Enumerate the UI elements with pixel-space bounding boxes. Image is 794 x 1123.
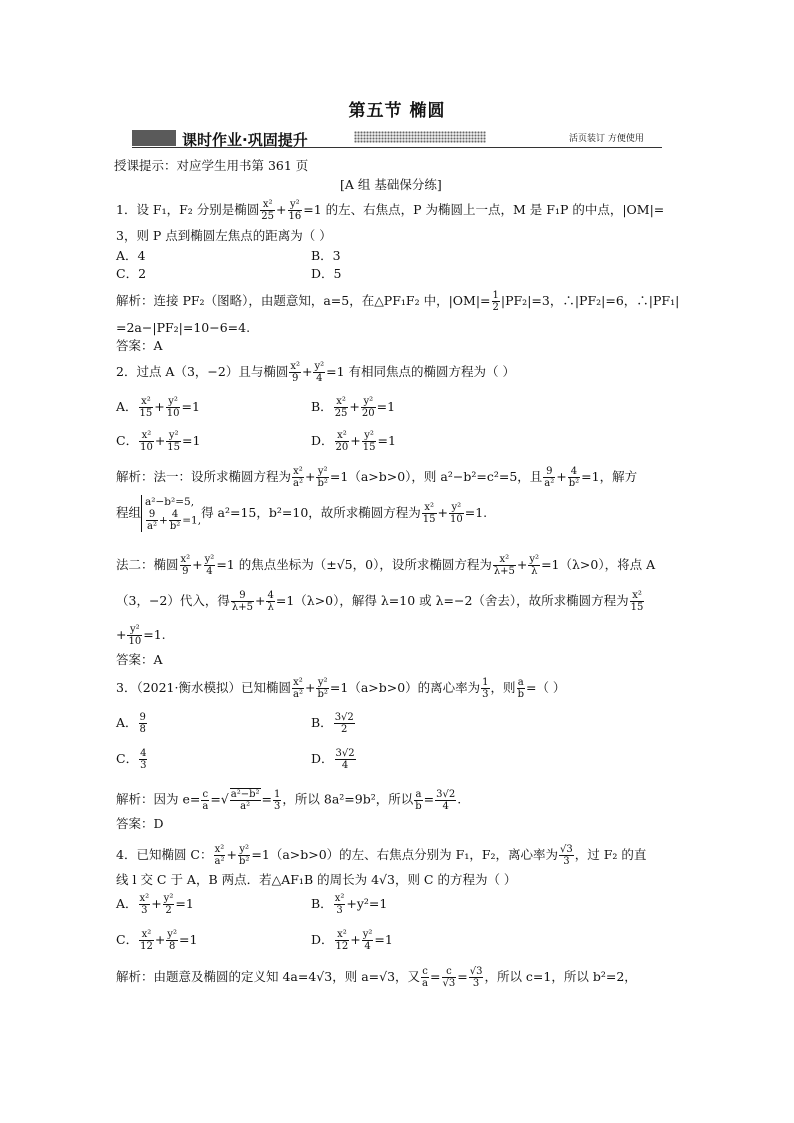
q1-option-b: B．3 (311, 248, 341, 263)
q2-solution1-line2: 程组 a²−b²=5, $\frac{9}{\text{a²}}$ + $\frac{4}{\text{b²}}$ =1, 得 a²=15，b²=10，故所求椭圆方程为 $\frac{\text{x²}}{15}$ + $\frac{\text{y²}}{10}$ =1. (116, 496, 488, 532)
q4-option-a: A． $\frac{\text{x²}}{3}$ + $\frac{\text{y²}}{2}$ =1 (116, 893, 194, 916)
q2-solution1: 解析：法一：设所求椭圆方程为 $\frac{\text{x²}}{\text{a²}}$ + $\frac{\text{y²}}{\text{b²}}$ =1（a>b>0），则 a²−b²=c²=5，且 $\frac{9}{\text{a²}}$ + $\frac{4}{\text{b²}}$ =1，解方 (116, 466, 638, 489)
header-bar-note: 活页装订 方便使用 (569, 134, 644, 144)
header-dot-pattern (354, 131, 486, 143)
q2-option-d: D． $\frac{\text{x²}}{20}$ + $\frac{\text{y²}}{15}$ =1 (311, 430, 396, 453)
q1-solution-line2: =2a−|PF₂|=10−6=4. (116, 320, 251, 335)
header-bar-block (132, 130, 176, 146)
q3-option-d: D． $\frac{3√2}{4}$ (311, 748, 355, 771)
q1-stem-line2: 3，则 P 点到椭圆左焦点的距离为（ ） (116, 228, 332, 243)
q1-stem: 1．设 F₁，F₂ 分别是椭圆 $\frac{\text{x²}}{25}$ + $\frac{\text{y²}}{16}$ =1 的左、右焦点，P 为椭圆上一点，M 是 F₁P 的中点，|OM|= (116, 199, 665, 222)
lesson-hint: 授课提示：对应学生用书第 361 页 (114, 158, 309, 173)
group-title: [A 组 基础保分练] (340, 177, 442, 192)
q1-answer: 答案：A (116, 338, 163, 353)
q3-solution: 解析：因为 e= $\frac{c}{a}$ =√ $\frac{\text{a²−b²}}{\text{a²}}$ = $\frac{1}{3}$ ，所以 8a²=9b²，所以 $\frac{a}{b}$ = $\frac{3√2}{4}$ . (116, 788, 462, 812)
q2-stem: 2．过点 A（3，−2）且与椭圆 $\frac{\text{x²}}{9}$ + $\frac{\text{y²}}{4}$ =1 有相同焦点的椭圆方程为（ ） (116, 361, 516, 384)
q3-option-c: C． $\frac{4}{3}$ (116, 748, 147, 771)
q1-solution: 解析：连接 PF₂（图略），由题意知，a=5，在△PF₁F₂ 中，|OM|= $\frac{1}{2}$ |PF₂|=3，∴|PF₂|=6，∴|PF₁| (116, 290, 680, 313)
q4-solution: 解析：由题意及椭圆的定义知 4a=4√3，则 a=√3，又 $\frac{c}{a}$ = $\frac{c}{√3}$ = $\frac{√3}{3}$ ，所以 c=1，所以 b²=2， (116, 966, 637, 989)
q2-option-b: B． $\frac{\text{x²}}{25}$ + $\frac{\text{y²}}{20}$ =1 (311, 396, 396, 419)
q4-stem: 4．已知椭圆 C： $\frac{\text{x²}}{\text{a²}}$ + $\frac{\text{y²}}{\text{b²}}$ =1（a>b>0）的左、右焦点分别为 F₁，F₂，离心率为 $\frac{√3}{3}$ ，过 F₂ 的直 (116, 844, 647, 867)
q1-option-c: C．2 (116, 266, 147, 281)
q2-solution2: 法二：椭圆 $\frac{\text{x²}}{9}$ + $\frac{\text{y²}}{4}$ =1 的焦点坐标为（±√5，0），设所求椭圆方程为 $\frac{\text{x²}}{\lambda+5}$ + $\frac{\text{y²}}{\lambda}$ =1（λ>0），将点 A (116, 554, 656, 577)
header-rule (132, 147, 662, 148)
header-bar-label: 课时作业·巩固提升 (182, 131, 308, 149)
q2-answer: 答案：A (116, 652, 163, 667)
q4-option-c: C． $\frac{\text{x²}}{12}$ + $\frac{\text{y²}}{8}$ =1 (116, 929, 198, 952)
q2-solution2-line3: + $\frac{\text{y²}}{10}$ =1. (116, 624, 166, 647)
system-eq-top: a²−b²=5, (145, 496, 195, 508)
q2-option-a: A． $\frac{\text{x²}}{15}$ + $\frac{\text{y²}}{10}$ =1 (116, 396, 200, 419)
page-title: 第五节 椭圆 (348, 101, 446, 121)
q3-option-a: A． $\frac{9}{8}$ (116, 712, 146, 735)
q1-option-d: D．5 (311, 266, 342, 281)
q4-stem-line2: 线 l 交 C 于 A，B 两点．若△AF₁B 的周长为 4√3，则 C 的方程为（ ） (116, 872, 517, 887)
q2-solution2-line2: （3，−2）代入，得 $\frac{9}{\lambda+5}$ + $\frac{4}{\lambda}$ =1（λ>0），解得 λ=10 或 λ=−2（舍去），故所求椭圆方程为 $\frac{\text{x²}}{15}$ (116, 590, 644, 613)
q3-option-b: B． $\frac{3√2}{2}$ (311, 712, 354, 735)
q1-option-a: A．4 (116, 248, 146, 263)
q3-answer: 答案：D (116, 816, 164, 831)
q4-option-b: B． $\frac{\text{x²}}{3}$ +y²=1 (311, 893, 388, 916)
q4-option-d: D． $\frac{\text{x²}}{12}$ + $\frac{\text{y²}}{4}$ =1 (311, 929, 393, 952)
q3-stem: 3．（2021·衡水模拟）已知椭圆 $\frac{\text{x²}}{\text{a²}}$ + $\frac{\text{y²}}{\text{b²}}$ =1（a>b>0）的离心率为 $\frac{1}{3}$ ，则 $\frac{a}{b}$ =（ ） (116, 677, 566, 700)
q2-option-c: C． $\frac{\text{x²}}{10}$ + $\frac{\text{y²}}{15}$ =1 (116, 430, 201, 453)
